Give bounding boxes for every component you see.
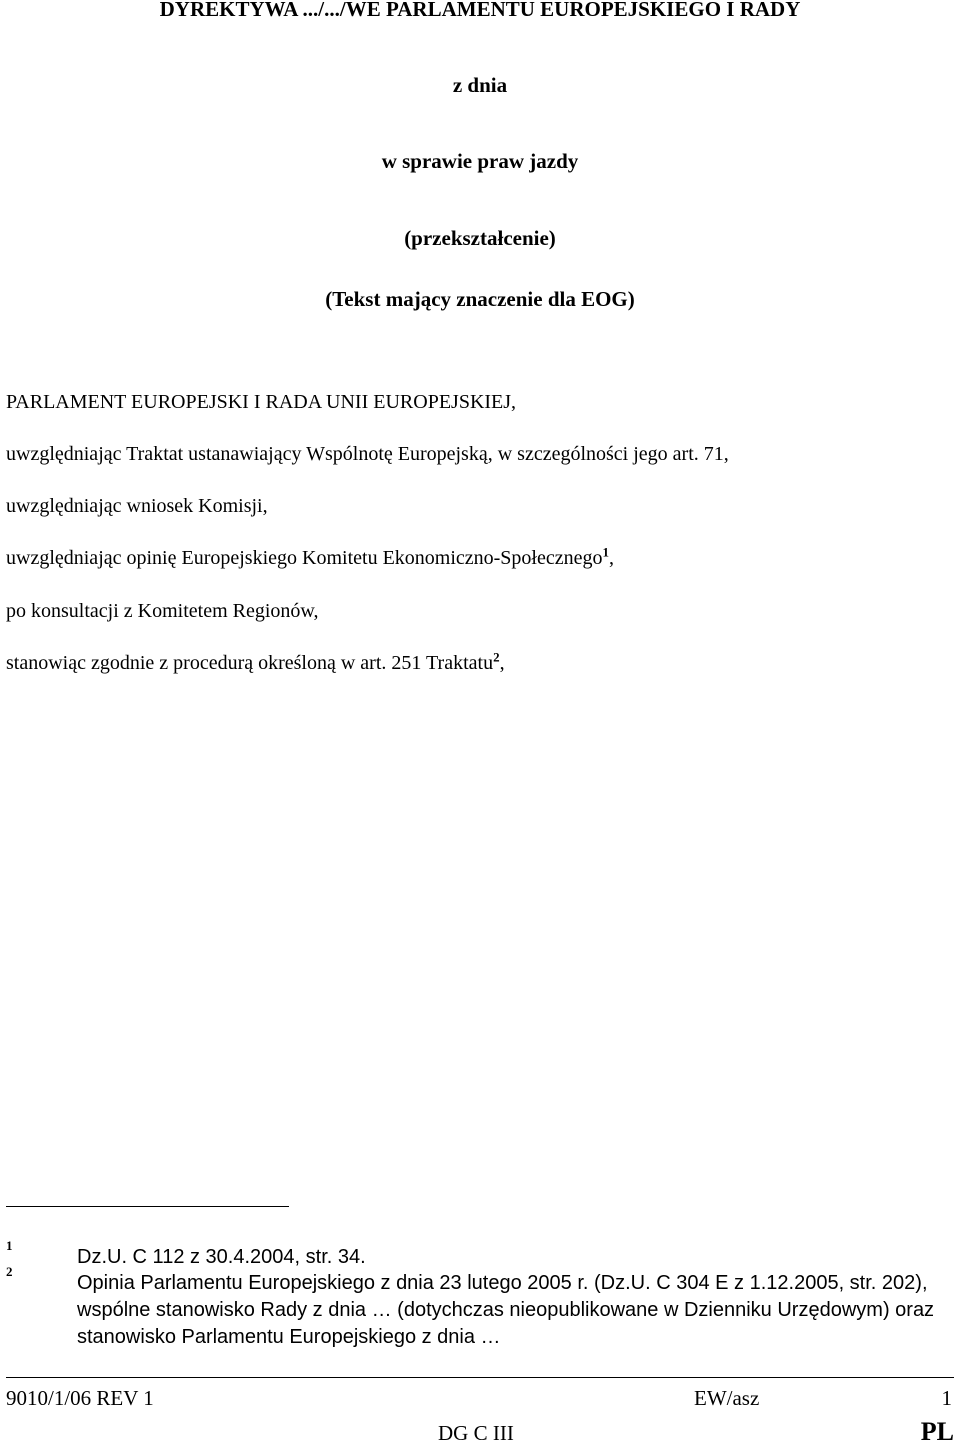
footnote-number-1: 1 bbox=[6, 1238, 13, 1253]
citation-regions: po konsultacji z Komitetem Regionów, bbox=[6, 600, 319, 622]
citation-procedure-text: stanowiąc zgodnie z procedurą określoną w art. 251 Traktatu bbox=[6, 652, 494, 674]
footnote-ref-1[interactable]: 1 bbox=[602, 544, 609, 560]
footnote-ref-2[interactable]: 2 bbox=[493, 649, 500, 665]
footnote-separator bbox=[6, 1206, 289, 1207]
document-reference: 9010/1/06 REV 1 bbox=[6, 1386, 154, 1410]
directorate-general: DG C III bbox=[438, 1421, 514, 1445]
footnote-number-2: 2 bbox=[6, 1264, 13, 1279]
recast-note: (przekształcenie) bbox=[404, 226, 556, 250]
citation-commission: uwzględniając wniosek Komisji, bbox=[6, 495, 268, 517]
citation-procedure bbox=[6, 649, 505, 675]
page-number: 1 bbox=[941, 1386, 952, 1410]
language-code: PL bbox=[920, 1417, 954, 1446]
citation-eesc bbox=[6, 544, 614, 570]
citation-procedure-end: , bbox=[499, 652, 505, 674]
parties-line: PARLAMENT EUROPEJSKI I RADA UNII EUROPEJSKIEJ, bbox=[6, 391, 517, 413]
citation-eesc-text: uwzględniając opinię Europejskiego Komitetu Ekonomiczno-Społecznego bbox=[6, 547, 603, 569]
date-line: z dnia bbox=[452, 73, 508, 97]
subject-line: w sprawie praw jazdy bbox=[381, 149, 579, 173]
footnote-text-1: Dz.U. C 112 z 30.4.2004, str. 34. bbox=[77, 1246, 366, 1268]
footer-separator bbox=[6, 1377, 954, 1378]
footnote-text-2: Opinia Parlamentu Europejskiego z dnia 23 lutego 2005 r. (Dz.U. C 304 E z 1.12.2005, str. 202), wspólne stanowisko Rady z dnia … (dotychczas nieopublikowane w Dzienniku Urzędowym) oraz stanowisko Parlamentu Europejskiego z dnia … bbox=[77, 1272, 935, 1348]
document-title: DYREKTYWA .../.../WE PARLAMENTU EUROPEJSKIEGO I RADY bbox=[159, 0, 801, 21]
author-initials: EW/asz bbox=[694, 1386, 760, 1410]
citation-eesc-end: , bbox=[609, 547, 614, 569]
eea-relevance-note: (Tekst mający znaczenie dla EOG) bbox=[325, 287, 635, 311]
citation-treaty: uwzględniając Traktat ustanawiający Wspólnotę Europejską, w szczególności jego art. 71, bbox=[6, 443, 729, 465]
